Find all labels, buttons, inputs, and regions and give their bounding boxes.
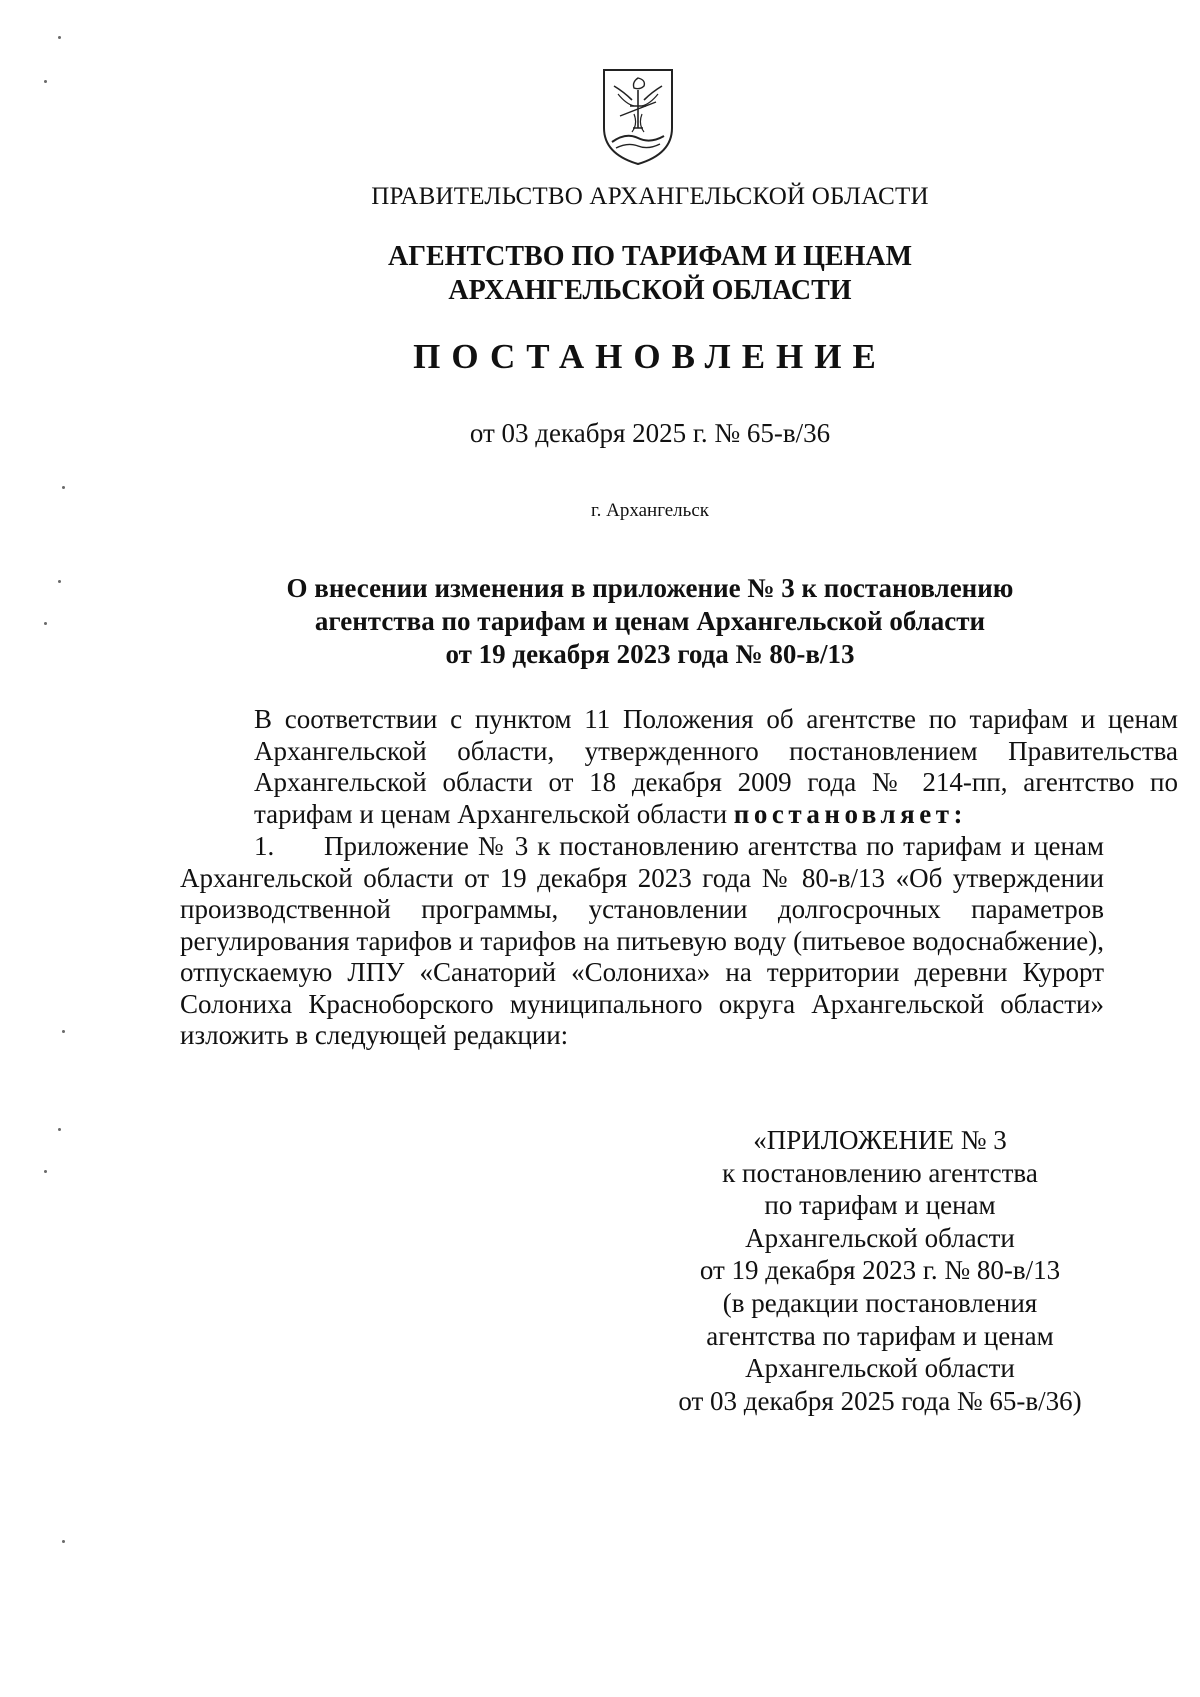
scan-speck: [58, 1128, 61, 1131]
appendix-line3: по тарифам и ценам: [764, 1190, 996, 1221]
scan-speck: [58, 580, 61, 583]
scan-speck: [44, 1170, 47, 1173]
appendix-line5: от 19 декабря 2023 г. № 80-в/13: [699, 1255, 1061, 1286]
clause-1-text: Приложение № 3 к постановлению агентства по тарифам и ценам Архангельской области от 19 декабря 2023 года № 80-в/13 «Об утверждении производственной программы, установлении долгосрочных параметров регулирования тарифов и тарифов на питьевую воду (питьевое водоснабжение), отпускаемую ЛПУ «Санаторий «Солониха» на территории деревни Курорт Солониха Красноборского муниципального округа Архангельской области» изложить в следующей редакции:: [180, 831, 1104, 1050]
clause-1-paragraph: [180, 831, 1104, 1052]
document-type-title: ПОСТАНОВЛЕНИЕ: [413, 337, 887, 376]
document-subject: [180, 572, 1120, 671]
document-city: г. Архангельск: [590, 500, 709, 521]
subject-line3: от 19 декабря 2023 года № 80-в/13: [445, 639, 855, 669]
appendix-line8: Архангельской области: [745, 1353, 1015, 1384]
appendix-line2: к постановлению агентства: [722, 1157, 1038, 1188]
document-date-number: от 03 декабря 2025 г. № 65-в/36: [469, 418, 831, 448]
scan-speck: [44, 80, 47, 83]
coat-of-arms-emblem: [600, 66, 676, 166]
scan-speck: [62, 1030, 65, 1033]
scan-speck: [62, 1540, 65, 1543]
agency-title-line2: АРХАНГЕЛЬСКОЙ ОБЛАСТИ: [448, 275, 852, 306]
scan-speck: [58, 36, 61, 39]
appendix-line9: от 03 декабря 2025 года № 65-в/36): [678, 1385, 1082, 1416]
agency-title: [180, 240, 1120, 308]
scan-speck: [62, 486, 65, 489]
appendix-line4: Архангельской области: [745, 1222, 1015, 1253]
appendix-line6: (в редакции постановления: [722, 1287, 1038, 1318]
preamble-text: В соответствии с пунктом 11 Положения об агентстве по тарифам и ценам Архангельской области, утвержденного постановлением Правительства Архангельской области от 18 декабря 2009 года № 214-пп, агентство по тарифам и ценам Архангельской области: [254, 704, 1178, 829]
clause-number: 1.: [254, 831, 275, 861]
subject-line2: агентства по тарифам и ценам Архангельской области: [314, 606, 986, 636]
appendix-line1: «ПРИЛОЖЕНИЕ № 3: [753, 1125, 1007, 1155]
subject-line1: О внесении изменения в приложение № 3 к постановлению: [286, 573, 1014, 603]
scan-speck: [44, 622, 47, 625]
appendix-line7: агентства по тарифам и ценам: [706, 1320, 1054, 1351]
preamble-paragraph: [180, 704, 1178, 830]
resolves-keyword: постановляет:: [733, 798, 968, 829]
appendix-header-block: [650, 1124, 1110, 1417]
government-title: ПРАВИТЕЛЬСТВО АРХАНГЕЛЬСКОЙ ОБЛАСТИ: [371, 183, 929, 210]
agency-title-line1: АГЕНТСТВО ПО ТАРИФАМ И ЦЕНАМ: [387, 241, 913, 272]
